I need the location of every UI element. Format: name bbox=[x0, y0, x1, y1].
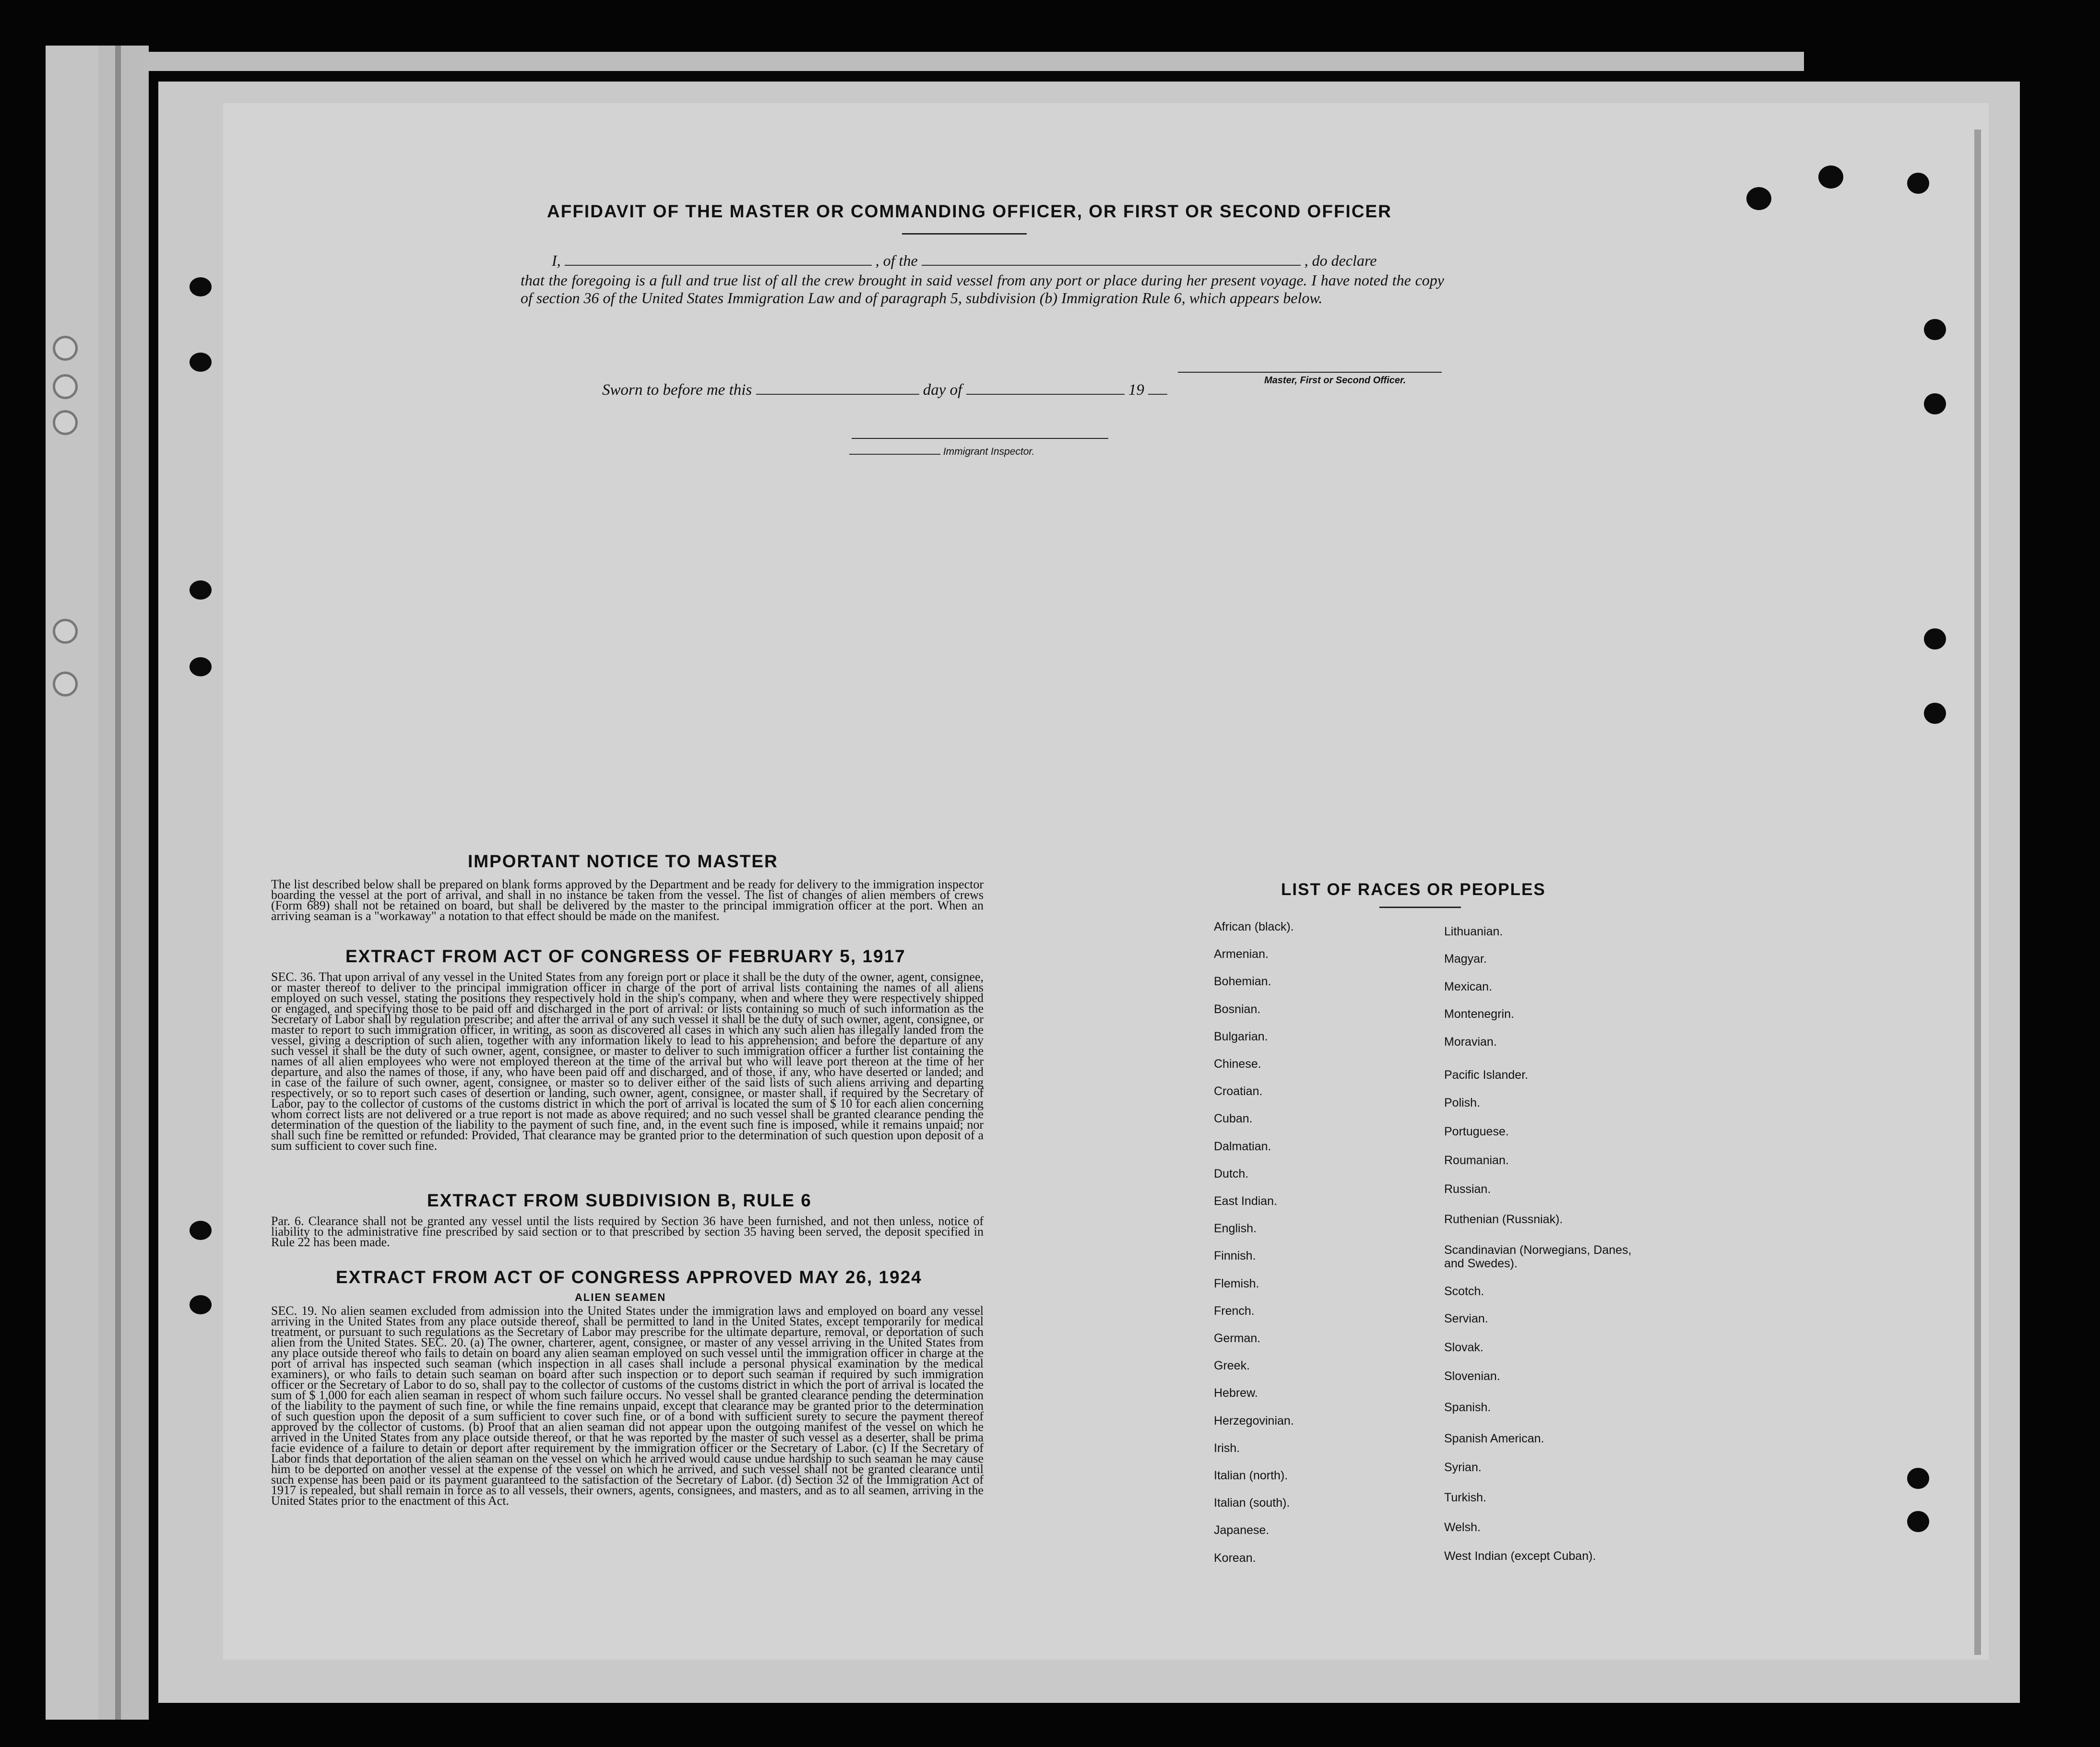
affidavit-title-rule bbox=[902, 233, 1027, 235]
race-item: Roumanian. bbox=[1444, 1154, 1509, 1167]
race-item: Cuban. bbox=[1214, 1112, 1253, 1125]
page-hole bbox=[1924, 393, 1946, 414]
race-item: Bulgarian. bbox=[1214, 1030, 1268, 1043]
race-item: Hebrew. bbox=[1214, 1386, 1258, 1400]
race-item: Syrian. bbox=[1444, 1461, 1482, 1474]
race-item: West Indian (except Cuban). bbox=[1444, 1549, 1596, 1563]
race-item: Pacific Islander. bbox=[1444, 1068, 1529, 1082]
extract-1924-text: SEC. 19. No alien seamen excluded from admission into the United States under the immigration laws and employed on board any vessel arriving in the United States from any place outside thereof, shall be permitted to land in the United States, except temporarily for medical treatment, or pursuant to such regulations as the Secretary of Labor may prescribe for the ultimate departure, removal, or deportation of such alien from the United States. SEC. 20. (a) The owner, charterer, agent, consignee, or master of any vessel arriving in the United States from any place outside thereof who fails to detain on board any alien seaman employed on such vessel until the immigration officer in charge at the port of arrival has inspected such seaman (which inspection in all cases shall include a personal physical examination by the medical examiners), or who fails to detain such seaman on board after such inspection or to deport such seaman if required by such immigration officer or the Secretary of Labor to do so, shall pay to the collector of customs of the customs district in which the port of arrival is located the sum of $ 1,000 for each alien seaman in respect of whom such failure occurs. No vessel shall be granted clearance pending the determination of the liability to the payment of such fine, or while the fine remains unpaid, except that clearance may be granted prior to the determination of such question upon the deposit of a sum sufficient to cover such fine, or of a bond with sufficient surety to secure the payment thereof approved by the collector of customs. (b) Proof that an alien seaman did not appear upon the outgoing manifest of the vessel on which he arrived in the United States from any place outside thereof, or that he was reported by the master of such vessel as a deserter, shall be prima facie evidence of a failure to detain or deport after requirement by the immigration officer or the Secretary of Labor. (c) If the Secretary of Labor finds that deportation of the alien seaman on the vessel on which he arrived would cause undue hardship to such seaman he may cause him to be deported on another vessel at the expense of the vessel on which he arrived, and such vessel shall not be granted clearance until such expense has been paid or its payment guaranteed to the satisfaction of the Secretary of Labor. (d) Section 32 of the Immigration Act of 1917 is repealed, but shall remain in force as to all vessels, their owners, agents, consignees, and masters, and as to all seamen, arriving in the United States prior to the enactment of this Act. bbox=[271, 1304, 984, 1508]
race-item: Polish. bbox=[1444, 1096, 1481, 1110]
race-item: Bosnian. bbox=[1214, 1003, 1261, 1016]
race-item: Moravian. bbox=[1444, 1035, 1497, 1049]
affidavit-of-the-label: , of the bbox=[875, 252, 918, 269]
race-item: French. bbox=[1214, 1304, 1255, 1318]
race-item: Italian (north). bbox=[1214, 1469, 1288, 1482]
page-hole bbox=[190, 1221, 212, 1240]
race-item: East Indian. bbox=[1214, 1194, 1278, 1208]
race-item: Lithuanian. bbox=[1444, 925, 1503, 938]
left-binder-strip bbox=[46, 46, 98, 1720]
race-item: Croatian. bbox=[1214, 1085, 1263, 1098]
page-hole bbox=[190, 580, 212, 600]
binder-ring-2 bbox=[53, 374, 78, 399]
binder-ring-5 bbox=[53, 672, 78, 696]
page-hole bbox=[1746, 187, 1771, 210]
extract-rule6-title: EXTRACT FROM SUBDIVISION B, RULE 6 bbox=[427, 1191, 812, 1210]
race-item: Irish. bbox=[1214, 1441, 1240, 1455]
notice-text: The list described below shall be prepared on blank forms approved by the Department and be ready for delivery to the immigration inspector boarding the vessel at the port of arrival, and shall in no instance be taken from the vessel. The list of changes of alien members of crews (Form 689) shall not be retained on board, but shall be delivered by the master to the principal immigration officer at the port. When an arriving seaman is a "workaway" a notation to that effect should be made on the manifest. bbox=[271, 877, 984, 923]
strip-divider bbox=[115, 46, 121, 1720]
race-item: Greek. bbox=[1214, 1359, 1250, 1372]
race-item: Mexican. bbox=[1444, 980, 1493, 993]
inspector-signature-line[interactable] bbox=[852, 438, 1108, 439]
race-item: Portuguese. bbox=[1444, 1125, 1509, 1138]
affidavit-i-label: I, bbox=[552, 252, 561, 269]
race-item: Chinese. bbox=[1214, 1057, 1261, 1071]
race-item: Magyar. bbox=[1444, 952, 1487, 966]
page-hole bbox=[190, 657, 212, 676]
race-item: English. bbox=[1214, 1222, 1257, 1235]
inspector-label: Immigrant Inspector. bbox=[849, 446, 1034, 458]
page-hole bbox=[190, 353, 212, 372]
race-item: Herzegovinian. bbox=[1214, 1414, 1294, 1428]
race-item: Dalmatian. bbox=[1214, 1140, 1271, 1153]
extract-1917-title: EXTRACT FROM ACT OF CONGRESS OF FEBRUARY 5, 1917 bbox=[345, 946, 906, 966]
race-item: African (black). bbox=[1214, 920, 1294, 933]
second-binder-strip bbox=[98, 46, 149, 1720]
binder-ring-3 bbox=[53, 410, 78, 435]
master-signature-label: Master, First or Second Officer. bbox=[1264, 375, 1406, 386]
race-item: Montenegrin. bbox=[1444, 1007, 1514, 1021]
race-item: German. bbox=[1214, 1332, 1261, 1345]
top-back-edge bbox=[144, 52, 1804, 71]
page-hole bbox=[1924, 319, 1946, 340]
sworn-year-blank[interactable] bbox=[1148, 383, 1167, 395]
master-signature-line[interactable] bbox=[1178, 372, 1442, 373]
extract-1924-title: EXTRACT FROM ACT OF CONGRESS APPROVED MAY 26, 1924 bbox=[336, 1267, 922, 1287]
affidavit-declare-label: , do declare bbox=[1304, 252, 1377, 269]
sworn-prefix: Sworn to before me this bbox=[602, 381, 752, 399]
race-item: Ruthenian (Russniak). bbox=[1444, 1213, 1563, 1226]
races-title: LIST OF RACES OR PEOPLES bbox=[1281, 880, 1546, 899]
name-blank[interactable] bbox=[565, 253, 872, 266]
sworn-line bbox=[602, 381, 1167, 399]
race-item: Dutch. bbox=[1214, 1167, 1249, 1180]
race-item: Bohemian. bbox=[1214, 975, 1271, 988]
race-item: Spanish. bbox=[1444, 1401, 1491, 1414]
page-hole bbox=[190, 1295, 212, 1314]
page-fold-edge bbox=[1974, 130, 1981, 1655]
race-item: Russian. bbox=[1444, 1182, 1491, 1196]
notice-title: IMPORTANT NOTICE TO MASTER bbox=[468, 851, 778, 871]
race-item: Welsh. bbox=[1444, 1521, 1481, 1534]
race-item: Japanese. bbox=[1214, 1523, 1269, 1537]
sworn-day-of: day of bbox=[923, 381, 962, 399]
affidavit-title: AFFIDAVIT OF THE MASTER OR COMMANDING OFFICER, OR FIRST OR SECOND OFFICER bbox=[547, 201, 1392, 221]
race-item: Servian. bbox=[1444, 1312, 1488, 1325]
extract-1917-text: SEC. 36. That upon arrival of any vessel in the United States from any foreign port or place it shall be the duty of the owner, agent, consignee, or master thereof to deliver to the principal immigration officer in charge of the port of arrival lists containing the names of all aliens employed on such vessel, stating the positions they respectively hold in the ship's company, when and where they were respectively shipped or engaged, and specifying those to be paid off and discharged in the port of arrival: or lists containing so much of such information as the Secretary of Labor shall by regulation prescribe; and after the arrival of any such vessel it shall be the duty of such owner, agent, consignee, or master to report to such immigration officer, in writing, as soon as discovered all cases in which any such alien has illegally landed from the vessel, giving a description of such alien, together with any information likely to lead to his apprehension; and before the departure of any such vessel it shall be the duty of such owner, agent, consignee, or master to deliver to such immigration officer a further list containing the names of all alien employees who were not employed thereon at the time of the arrival but who will leave port thereon at the time of her departure, and also the names of those, if any, who have been paid off and discharged, and of those, if any, who have deserted or landed; and in case of the failure of such owner, agent, consignee, or master so to deliver either of the said lists of such aliens arriving and departing respectively, or so to report such cases of desertion or landing, such owner, agent, consignee, or master shall, if required by the Secretary of Labor, pay to the collector of customs of the customs district in which the port of arrival is located the sum of $ 10 for each alien concerning whom correct lists are not delivered or a true report is not made as above required; and no such vessel shall be granted clearance pending the determination of the question of the liability to the payment of such fine, and, in the event such fine is imposed, while it remains unpaid; nor shall such fine be remitted or refunded: Provided, That clearance may be granted prior to the determination of such question upon deposit of a sum sufficient to cover such fine. bbox=[271, 970, 984, 1153]
page-hole bbox=[1907, 1468, 1929, 1489]
page-hole bbox=[1907, 1511, 1929, 1532]
page-hole bbox=[1907, 173, 1929, 194]
vessel-blank[interactable] bbox=[922, 253, 1301, 266]
races-title-rule bbox=[1379, 907, 1461, 908]
page-hole bbox=[1924, 703, 1946, 724]
race-item: Finnish. bbox=[1214, 1249, 1256, 1263]
race-item: Flemish. bbox=[1214, 1277, 1259, 1290]
race-item: Slovenian. bbox=[1444, 1369, 1500, 1383]
sworn-month-blank[interactable] bbox=[966, 383, 1125, 395]
race-item: Armenian. bbox=[1214, 947, 1269, 961]
affidavit-declaration: that the foregoing is a full and true list of all the crew brought in said vessel from any port or place during her present voyage. I have noted the copy of section 36 of the United States Immigration Law and of paragraph 5, subdivision (b) Immigration Rule 6, which appears below. bbox=[521, 271, 1444, 307]
page-hole bbox=[190, 277, 212, 296]
extract-1924-subtitle: ALIEN SEAMEN bbox=[575, 1291, 666, 1303]
binder-ring-1 bbox=[53, 336, 78, 361]
race-item: Italian (south). bbox=[1214, 1496, 1290, 1510]
page-hole bbox=[1924, 628, 1946, 649]
binder-ring-4 bbox=[53, 619, 78, 644]
page-hole bbox=[1818, 165, 1843, 189]
extract-rule6-text: Par. 6. Clearance shall not be granted any vessel until the lists required by Section 36 have been furnished, and not then unless, notice of liability to the administrative fine prescribed by said section or to that prescribed by section 35 having been served, the deposit specified in Rule 22 has been made. bbox=[271, 1214, 984, 1249]
race-item: Spanish American. bbox=[1444, 1432, 1544, 1445]
race-item: Scotch. bbox=[1444, 1285, 1484, 1298]
race-item: Scandinavian (Norwegians, Danes, and Swedes). bbox=[1444, 1243, 1632, 1270]
affidavit-line-1 bbox=[552, 252, 1449, 270]
sworn-year: 19 bbox=[1128, 381, 1144, 399]
race-item: Slovak. bbox=[1444, 1341, 1483, 1354]
race-item: Korean. bbox=[1214, 1551, 1256, 1565]
race-item: Turkish. bbox=[1444, 1491, 1486, 1504]
sworn-date-blank[interactable] bbox=[756, 383, 919, 395]
